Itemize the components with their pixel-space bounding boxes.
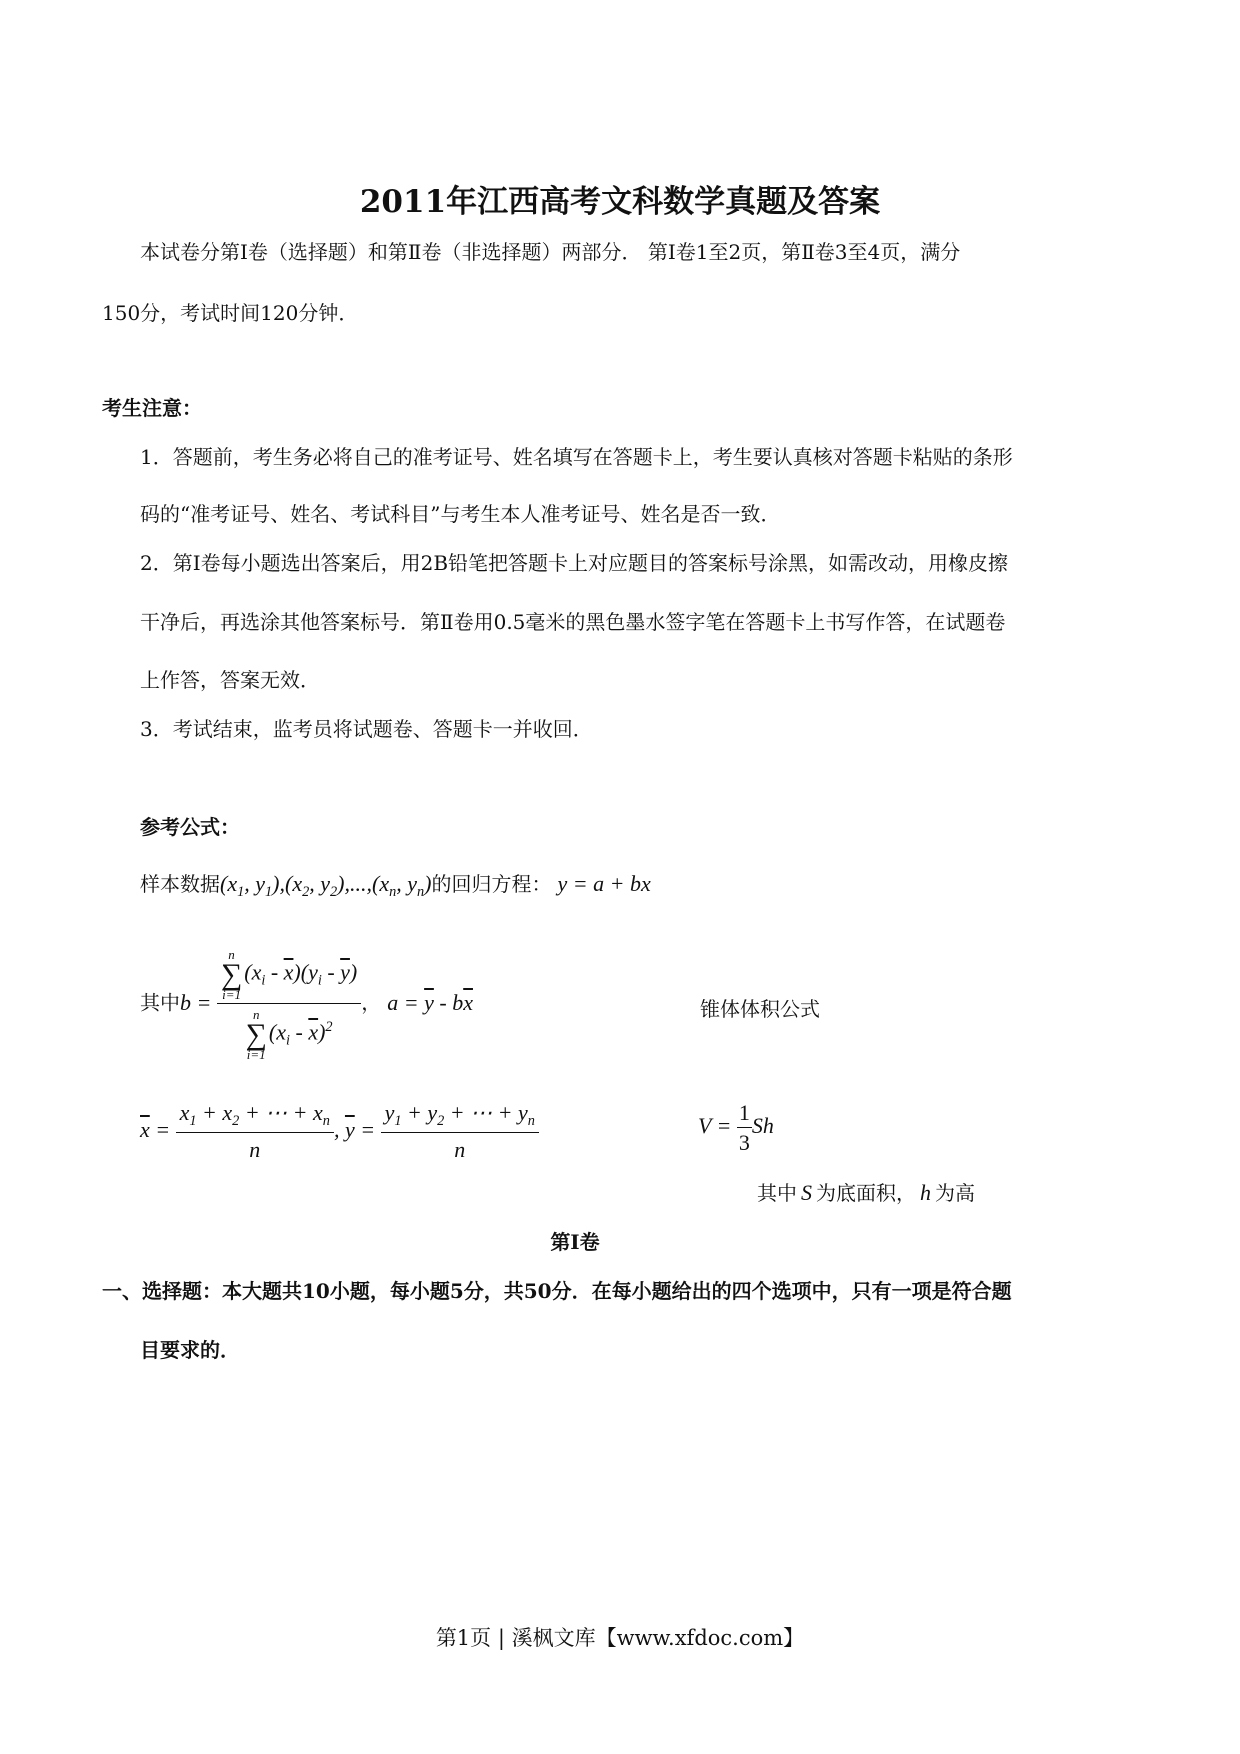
cone-volume-label: 锥体体积公式 — [700, 997, 820, 1021]
regression-prefix: 样本数据 — [140, 872, 220, 896]
volume-heading: 第Ⅰ卷 — [550, 1230, 600, 1254]
mean-formulas — [140, 1100, 539, 1163]
intro-line-2: 150分，考试时间120分钟． — [102, 301, 359, 325]
cone-note-prefix: 其中 — [757, 1181, 797, 1205]
notice-item-3: 3．考试结束，监考员将试题卷、答题卡一并收回． — [140, 717, 593, 741]
regression-line — [140, 868, 651, 901]
part-one-line-1: 一、选择题：本大题共10小题，每小题5分，共50分．在每小题给出的四个选项中，只有一项是符合题 — [102, 1279, 1012, 1303]
page-footer: 第1页 | 溪枫文库【www.xfdoc.com】 — [435, 1626, 805, 1650]
cone-note — [757, 1177, 975, 1206]
notice-item-2-line-1: 2．第Ⅰ卷每小题选出答案后，用2B铅笔把答题卡上对应题目的答案标号涂黑，如需改动，用橡皮擦 — [140, 551, 1009, 575]
formula-heading: 参考公式： — [140, 815, 240, 839]
comma: ， — [361, 990, 382, 1015]
page-title: 2011年江西高考文科数学真题及答案 — [359, 184, 881, 220]
notice-item-1-line-1: 1．答题前，考生务必将自己的准考证号、姓名填写在答题卡上，考生要认真核对答题卡粘贴的条形 — [140, 445, 1013, 469]
cone-note-mid: 为底面积， — [816, 1181, 916, 1205]
a-formula: $a = \overline{y} - b\overline{x}$ — [387, 989, 473, 1015]
intro-line-1: 本试卷分第Ⅰ卷（选择题）和第Ⅱ卷（非选择题）两部分． 第Ⅰ卷1至2页，第Ⅱ卷3至4页，满分 — [140, 240, 961, 264]
notice-item-1-line-2: 码的“准考证号、姓名、考试科目”与考生本人准考证号、姓名是否一致． — [140, 502, 781, 526]
regression-equation: y = a + bx — [557, 871, 651, 896]
part-one-line-2: 目要求的． — [140, 1338, 240, 1362]
cone-note-suffix: 为高 — [935, 1181, 975, 1205]
cone-volume-formula: V = $\frac{1}{3}$ Sh — [698, 1100, 774, 1155]
sample-data-formula: ($x_1$, $y_1),(x_2$, $y_2),...,(x_n$, $y_n$) — [220, 871, 432, 900]
notice-heading: 考生注意： — [102, 396, 202, 420]
notice-item-2-line-2: 干净后，再选涂其他答案标号．第Ⅱ卷用0.5毫米的黑色墨水签字笔在答题卡上书写作答，在试题卷 — [140, 610, 1006, 634]
b-formula-line — [140, 948, 473, 1061]
h-symbol: h — [920, 1180, 931, 1205]
b-prefix: 其中 — [140, 990, 180, 1015]
s-symbol: S — [801, 1180, 812, 1205]
b-formula: b = n ∑ i=1 $(x_i - \overline{x})(y_i - \overline{y})$ n ∑ i=1 $(x_i - \overline{x})^2$ — [180, 990, 361, 1015]
regression-mid: 的回归方程： — [431, 872, 552, 896]
notice-item-2-line-3: 上作答，答案无效． — [140, 668, 320, 692]
x-mean-formula: $\overline{x}$ = $\frac{x_1 + x_2 + \cdots + x_n}{n}$ , $\overline{y}$ = $\frac{y_1 + y_2 + \cdots + y_n}{n}$ — [140, 1117, 539, 1142]
